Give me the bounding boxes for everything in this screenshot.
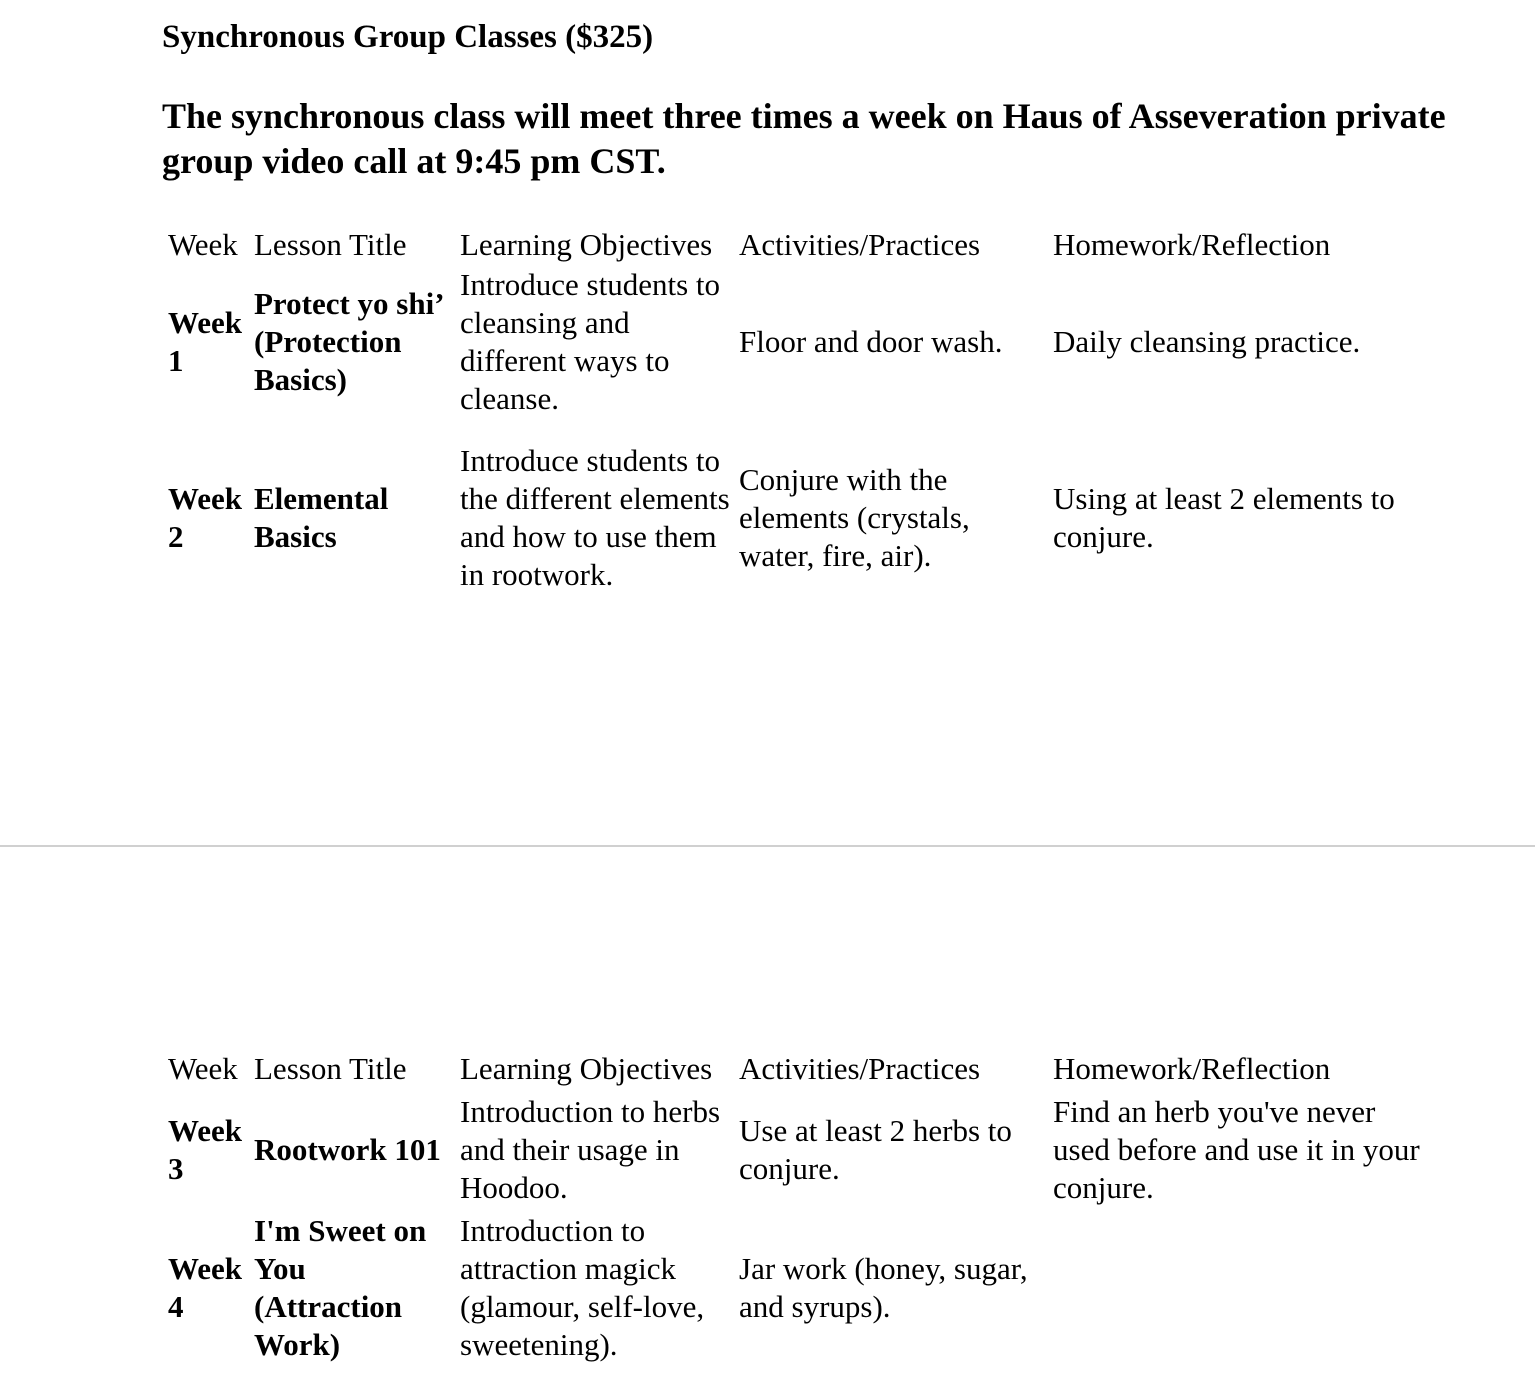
table-header-row — [162, 225, 1427, 265]
cell-homework-reflection: Find an herb you've never used before and use it in your conjure. — [1053, 1094, 1420, 1205]
table-row — [162, 1089, 1427, 1211]
header-week: Week — [168, 227, 238, 262]
cell-activities-practices: Jar work (honey, sugar, and syrups). — [739, 1250, 1028, 1324]
header-homework-reflection: Homework/Reflection — [1053, 227, 1331, 262]
header-learning-objectives: Learning Objectives — [460, 1051, 713, 1086]
cell-activities-practices: Floor and door wash. — [739, 323, 1003, 359]
header-activities-practices: Activities/Practices — [739, 1051, 981, 1086]
table-row — [162, 418, 1427, 618]
header-lesson-title: Lesson Title — [254, 1051, 407, 1086]
header-lesson-title: Lesson Title — [254, 227, 407, 262]
header-week: Week — [168, 1051, 238, 1086]
cell-homework-reflection — [1047, 1211, 1427, 1364]
cell-learning-objectives: Introduce students to the different elements and how to use them in rootwork. — [460, 443, 730, 592]
document-page-2 — [0, 847, 1535, 1373]
schedule-table-page-2 — [162, 1049, 1427, 1364]
document-intro: The synchronous class will meet three times a week on Haus of Asseveration private group video call at 9:45 pm CST. — [162, 96, 1446, 181]
cell-lesson-title: Rootwork 101 — [254, 1132, 441, 1167]
cell-learning-objectives: Introduction to attraction magick (glamour, self-love, sweetening). — [460, 1212, 705, 1362]
table-row — [162, 1211, 1427, 1364]
cell-week: Week 2 — [168, 481, 243, 554]
cell-homework-reflection: Daily cleansing practice. — [1053, 323, 1361, 359]
cell-week: Week 4 — [168, 1250, 243, 1324]
schedule-table-page-1 — [162, 225, 1427, 618]
cell-lesson-title: Elemental Basics — [254, 481, 389, 554]
cell-homework-reflection: Using at least 2 elements to conjure. — [1053, 481, 1395, 554]
cell-activities-practices: Conjure with the elements (crystals, water, fire, air). — [739, 462, 970, 573]
table-row — [162, 265, 1427, 418]
cell-learning-objectives: Introduction to herbs and their usage in Hoodoo. — [460, 1094, 721, 1205]
header-homework-reflection: Homework/Reflection — [1053, 1051, 1331, 1086]
cell-lesson-title: I'm Sweet on You (Attraction Work) — [254, 1212, 427, 1362]
header-learning-objectives: Learning Objectives — [460, 227, 713, 262]
cell-lesson-title: Protect yo shi’ (Protection Basics) — [254, 285, 443, 397]
cell-learning-objectives: Introduce students to cleansing and different ways to cleanse. — [460, 266, 721, 416]
document-title: Synchronous Group Classes ($325) — [162, 19, 654, 55]
header-activities-practices: Activities/Practices — [739, 227, 981, 262]
table-header-row — [162, 1049, 1427, 1089]
cell-week: Week 1 — [168, 304, 243, 378]
cell-week: Week 3 — [168, 1113, 243, 1186]
cell-activities-practices: Use at least 2 herbs to conjure. — [739, 1113, 1012, 1186]
